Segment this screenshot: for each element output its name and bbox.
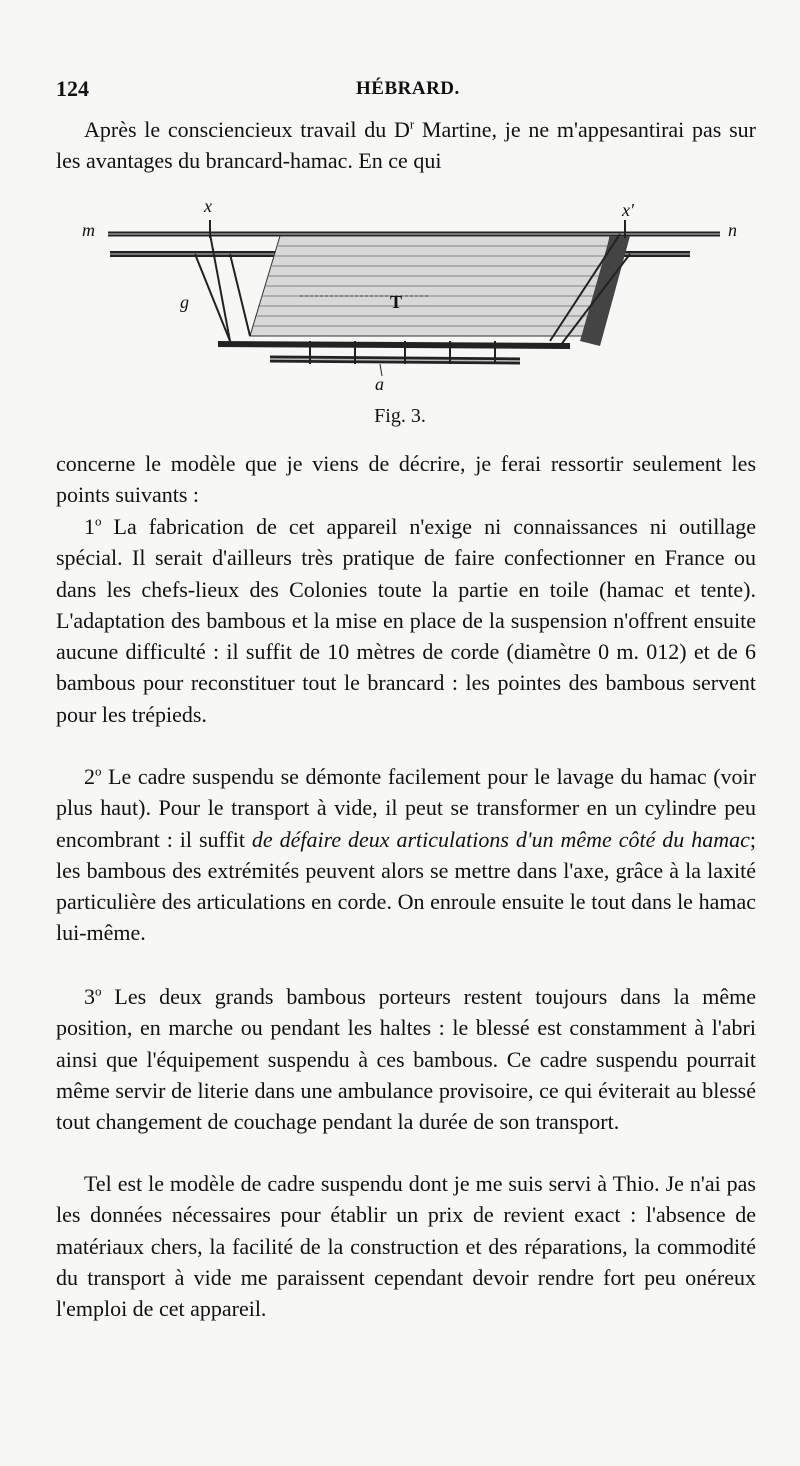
- paragraph-point-2: [56, 761, 756, 949]
- paragraph-conclusion: Tel est le modèle de cadre suspendu dont je me suis servi à Thio. Je n'ai pas les données nécessaires pour établir un prix de revient exact : l'absence de matériaux chers, la facilité de la construction et des réparations, la commodité du transport à vide me paraissent cependant devoir rendre fort peu onéreux l'emploi de cet appareil.: [56, 1171, 756, 1322]
- label-g: g: [180, 292, 189, 312]
- superscript: o: [95, 763, 102, 779]
- text-run: Les deux grands bambous porteurs restent toujours dans la même position, en marche ou pendant les haltes : le blessé est constamment à l'abri ainsi que l'équipement suspendu à ces bambous. Ce cadre suspendu pourrait même servir de literie dans une ambulance provisoire, ce qui éviterait au blessé tout changement de couchage pendant la durée de son transport.: [56, 984, 756, 1135]
- text-run: 1: [84, 514, 95, 539]
- label-T: T: [390, 292, 403, 312]
- page-header: [56, 76, 744, 106]
- text-run: Le cadre suspendu se démonte facilement pour le lavage du hamac (voir plus haut). Pour le transport à vide, il peut se transformer en un cylindre peu encombrant : il suffit: [56, 764, 756, 852]
- text-run: La fabrication de cet appareil n'exige ni connaissances ni outillage spécial. Il serait d'ailleurs très pratique de faire confectionner en France ou dans les chefs-lieux des Colonies toute la partie en toile (hamac et tente). L'adaptation des bambous et la mise en place de la suspension n'offrent ensuite aucune difficulté : il suffit de 10 mètres de corde (diamètre 0 m. 012) et de 6 bambous pour reconstituer tout le brancard : les pointes des bambous servent pour les trépieds.: [56, 514, 756, 727]
- page-number: 124: [56, 76, 89, 101]
- paragraph-point-3: [56, 981, 756, 1137]
- running-title: HÉBRARD.: [356, 78, 460, 99]
- stretcher-hammock-figure: [82, 196, 760, 406]
- paragraph-concerne: concerne le modèle que je viens de décrire, je ferai ressortir seulement les points suivants :: [56, 451, 756, 508]
- superscript: o: [95, 513, 102, 529]
- figure-caption: Fig. 3.: [374, 405, 426, 427]
- stretcher-illustration: [100, 196, 760, 406]
- superscript: r: [409, 116, 415, 132]
- label-x-prime: x': [622, 200, 634, 220]
- text-run: 3: [84, 984, 95, 1009]
- paragraph-point-1: [56, 511, 756, 730]
- text-run: ; les bambous des extrémités peuvent alors se mettre dans l'axe, grâce à la laxité particulière des articulations en corde. On enroule ensuite le tout dans le hamac lui-même.: [56, 826, 756, 946]
- label-a: a: [375, 374, 384, 394]
- label-m: m: [82, 220, 95, 240]
- text-run: 2: [84, 764, 95, 789]
- italic-text: de défaire deux articulations d'un même côté du hamac: [251, 826, 750, 852]
- paragraph-intro: [56, 114, 756, 177]
- label-x: x: [204, 196, 212, 216]
- superscript: o: [95, 983, 102, 999]
- label-n: n: [728, 220, 737, 240]
- text-run: Après le consciencieux travail du D: [84, 117, 410, 142]
- text-run: Martine, je ne m'appesantirai pas sur les avantages du brancard-hamac. En ce qui: [56, 117, 756, 174]
